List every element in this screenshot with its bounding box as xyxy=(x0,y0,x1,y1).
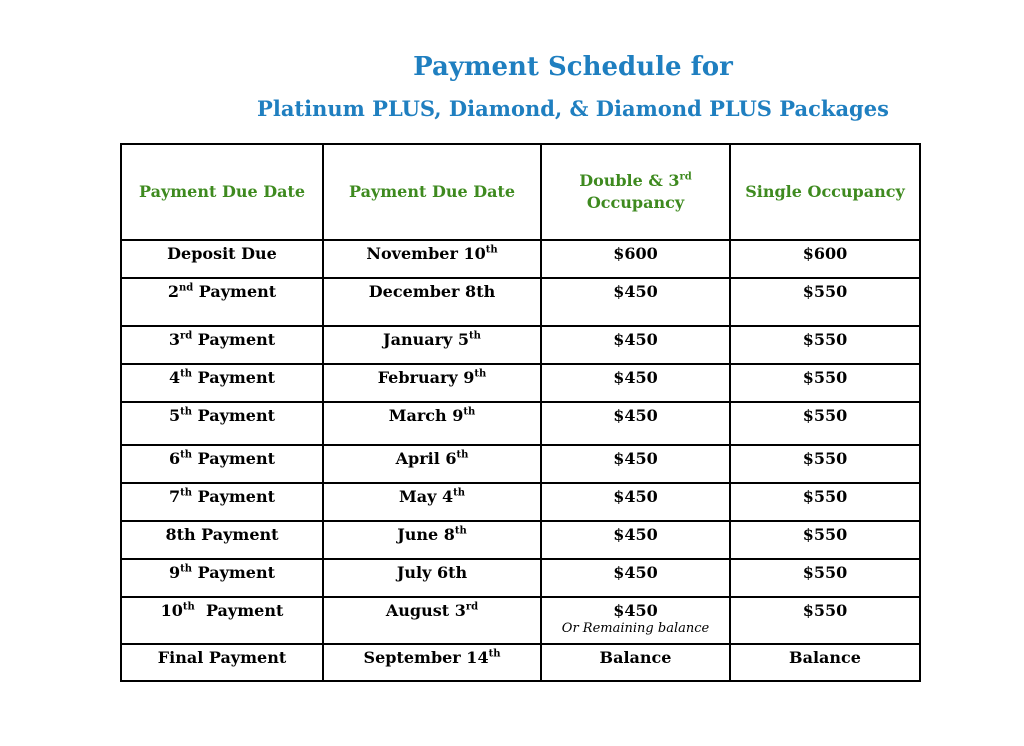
double-occupancy-amount: $450 xyxy=(541,402,730,445)
double-occupancy-amount: $450 xyxy=(541,521,730,559)
single-occupancy-amount: $550 xyxy=(730,278,920,326)
table-row xyxy=(121,483,920,521)
due-date-cell: June 8th xyxy=(323,521,541,559)
payment-label-cell: 9th Payment xyxy=(121,559,323,597)
table-row xyxy=(121,597,920,644)
double-occupancy-amount: $450 xyxy=(541,278,730,326)
double-occupancy-amount: $450 xyxy=(541,483,730,521)
double-occupancy-amount: $450 Or Remaining balance xyxy=(541,597,730,644)
table-row xyxy=(121,326,920,364)
double-occupancy-amount: $450 xyxy=(541,559,730,597)
header-single-occupancy: Single Occupancy xyxy=(730,144,920,240)
due-date-cell: July 6th xyxy=(323,559,541,597)
table-row xyxy=(121,445,920,483)
table-row xyxy=(121,278,920,326)
payment-label-cell: Deposit Due xyxy=(121,240,323,278)
payment-label-cell: 3rd Payment xyxy=(121,326,323,364)
due-date-cell: November 10th xyxy=(323,240,541,278)
remaining-balance-note: Or Remaining balance xyxy=(561,621,710,636)
single-occupancy-amount: $550 xyxy=(730,445,920,483)
single-occupancy-amount: $550 xyxy=(730,326,920,364)
due-date-cell: April 6th xyxy=(323,445,541,483)
page-subtitle: Platinum PLUS, Diamond, & Diamond PLUS Packages xyxy=(257,96,889,121)
due-date-cell: February 9th xyxy=(323,364,541,402)
single-occupancy-amount: $550 xyxy=(730,364,920,402)
double-occupancy-amount: Balance xyxy=(541,644,730,681)
single-occupancy-amount: $550 xyxy=(730,521,920,559)
single-occupancy-amount: $550 xyxy=(730,402,920,445)
header-payment-due-date-2: Payment Due Date xyxy=(323,144,541,240)
double-occupancy-amount: $450 xyxy=(541,364,730,402)
table-row xyxy=(121,240,920,278)
due-date-cell: January 5th xyxy=(323,326,541,364)
payment-label-cell: Final Payment xyxy=(121,644,323,681)
payment-label-cell: 10th Payment xyxy=(121,597,323,644)
single-occupancy-amount: $550 xyxy=(730,597,920,644)
table-row xyxy=(121,402,920,445)
due-date-cell: September 14th xyxy=(323,644,541,681)
payment-label-cell: 2nd Payment xyxy=(121,278,323,326)
double-occupancy-amount: $600 xyxy=(541,240,730,278)
payment-schedule-table xyxy=(120,143,921,682)
table-row xyxy=(121,559,920,597)
due-date-cell: March 9th xyxy=(323,402,541,445)
double-occupancy-amount: $450 xyxy=(541,445,730,483)
payment-label-cell: 5th Payment xyxy=(121,402,323,445)
page-title: Payment Schedule for xyxy=(413,52,733,82)
single-occupancy-amount: $550 xyxy=(730,483,920,521)
double-occupancy-amount: $450 xyxy=(541,326,730,364)
table-header-row xyxy=(121,144,920,240)
single-occupancy-amount: $550 xyxy=(730,559,920,597)
due-date-cell: August 3rd xyxy=(323,597,541,644)
payment-label-cell: 8th Payment xyxy=(121,521,323,559)
header-double-occupancy: Double & 3rd Occupancy xyxy=(541,144,730,240)
payment-label-cell: 6th Payment xyxy=(121,445,323,483)
header-payment-due-date: Payment Due Date xyxy=(121,144,323,240)
single-occupancy-amount: $600 xyxy=(730,240,920,278)
table-row xyxy=(121,364,920,402)
payment-label-cell: 4th Payment xyxy=(121,364,323,402)
table-row xyxy=(121,644,920,681)
due-date-cell: May 4th xyxy=(323,483,541,521)
table-row xyxy=(121,521,920,559)
payment-label-cell: 7th Payment xyxy=(121,483,323,521)
due-date-cell: December 8th xyxy=(323,278,541,326)
single-occupancy-amount: Balance xyxy=(730,644,920,681)
